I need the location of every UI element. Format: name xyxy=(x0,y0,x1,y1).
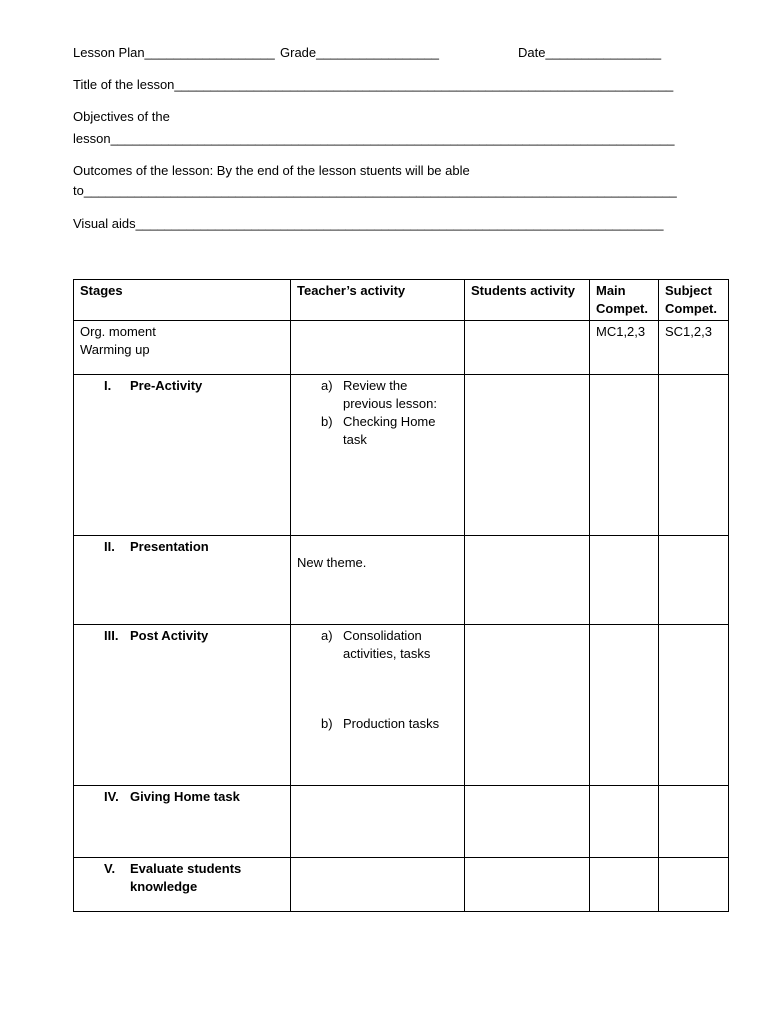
stage-cell xyxy=(74,536,291,625)
list-marker: b) xyxy=(321,414,333,429)
stage-row-pre-activity xyxy=(74,375,729,536)
teacher-cell xyxy=(291,536,465,625)
stage-row-home-task xyxy=(74,786,729,858)
teacher-cell[interactable] xyxy=(291,858,465,912)
objectives-label: Objectives of the xyxy=(73,109,170,124)
stage-cell xyxy=(74,858,291,912)
stages-header: Stages xyxy=(74,280,291,321)
stage-cell xyxy=(74,625,291,786)
stage-number: IV. xyxy=(104,789,119,804)
lesson-title-field[interactable]: Title of the lesson_____________________________________________________________________ xyxy=(73,77,674,92)
list-marker: a) xyxy=(321,378,333,393)
subject-compet-header xyxy=(659,280,729,321)
grade-field[interactable]: Grade_________________ xyxy=(280,45,440,60)
outcomes-label: Outcomes of the lesson: By the end of the lesson stuents will be able xyxy=(73,163,470,178)
table-header-row xyxy=(74,280,729,321)
stage-number: I. xyxy=(104,378,112,393)
main-compet-cell[interactable] xyxy=(590,375,659,536)
list-item xyxy=(297,413,458,449)
date-field[interactable]: Date________________ xyxy=(518,45,662,60)
teacher-cell[interactable] xyxy=(291,321,465,375)
subject-compet-label-2: Compet. xyxy=(665,301,717,316)
stage-name: Presentation xyxy=(130,539,209,554)
lesson-stages-table xyxy=(73,279,729,912)
students-cell[interactable] xyxy=(465,321,590,375)
students-cell[interactable] xyxy=(465,375,590,536)
subject-compet-cell: SC1,2,3 xyxy=(659,321,729,375)
students-cell[interactable] xyxy=(465,786,590,858)
activity-text: Checking Home task xyxy=(343,414,436,447)
teacher-cell xyxy=(291,625,465,786)
list-item xyxy=(297,627,458,663)
students-activity-header: Students activity xyxy=(465,280,590,321)
stage-name: Evaluate students knowledge xyxy=(130,861,242,894)
main-compet-cell: MC1,2,3 xyxy=(590,321,659,375)
stage-row-post-activity xyxy=(74,625,729,786)
activity-text: Consolidation activities, tasks xyxy=(343,628,431,661)
subject-compet-cell[interactable] xyxy=(659,786,729,858)
subject-compet-cell[interactable] xyxy=(659,858,729,912)
students-cell[interactable] xyxy=(465,625,590,786)
list-marker: b) xyxy=(321,716,333,731)
lesson-plan-field[interactable]: Lesson Plan__________________ xyxy=(73,45,275,60)
subject-compet-cell[interactable] xyxy=(659,375,729,536)
warming-up-label: Warming up xyxy=(80,342,150,357)
subject-compet-label: Subject xyxy=(665,283,712,298)
subject-compet-cell[interactable] xyxy=(659,625,729,786)
org-moment-row xyxy=(74,321,729,375)
stage-name: Post Activity xyxy=(130,628,209,643)
activity-text: New theme. xyxy=(297,555,367,570)
visual-aids-field[interactable]: Visual aids_________________________________________________________________________ xyxy=(73,216,664,231)
stage-number: II. xyxy=(104,539,115,554)
main-compet-cell[interactable] xyxy=(590,536,659,625)
main-compet-cell[interactable] xyxy=(590,625,659,786)
teacher-activity-header: Teacher’s activity xyxy=(291,280,465,321)
stage-number: III. xyxy=(104,628,119,643)
activity-text: Review the previous lesson: xyxy=(343,378,437,411)
list-item xyxy=(297,715,458,733)
stage-row-evaluate xyxy=(74,858,729,912)
activity-list xyxy=(297,627,458,733)
students-cell[interactable] xyxy=(465,858,590,912)
teacher-cell xyxy=(291,375,465,536)
org-stage-cell xyxy=(74,321,291,375)
org-moment-label: Org. moment xyxy=(80,324,156,339)
main-compet-cell[interactable] xyxy=(590,786,659,858)
stage-cell xyxy=(74,375,291,536)
main-compet-label: Main xyxy=(596,283,626,298)
outcomes-field[interactable]: to__________________________________________________________________________________ xyxy=(73,183,677,198)
main-compet-cell[interactable] xyxy=(590,858,659,912)
activity-list xyxy=(297,377,458,449)
list-marker: a) xyxy=(321,628,333,643)
list-item xyxy=(297,377,458,413)
stage-cell xyxy=(74,786,291,858)
stage-name: Giving Home task xyxy=(130,789,240,804)
objectives-field[interactable]: lesson______________________________________________________________________________ xyxy=(73,131,675,146)
stage-row-presentation xyxy=(74,536,729,625)
main-compet-header xyxy=(590,280,659,321)
activity-text: Production tasks xyxy=(343,716,440,731)
students-cell[interactable] xyxy=(465,536,590,625)
main-compet-label-2: Compet. xyxy=(596,301,648,316)
subject-compet-cell[interactable] xyxy=(659,536,729,625)
stage-name: Pre-Activity xyxy=(130,378,203,393)
teacher-cell[interactable] xyxy=(291,786,465,858)
stage-number: V. xyxy=(104,861,116,876)
